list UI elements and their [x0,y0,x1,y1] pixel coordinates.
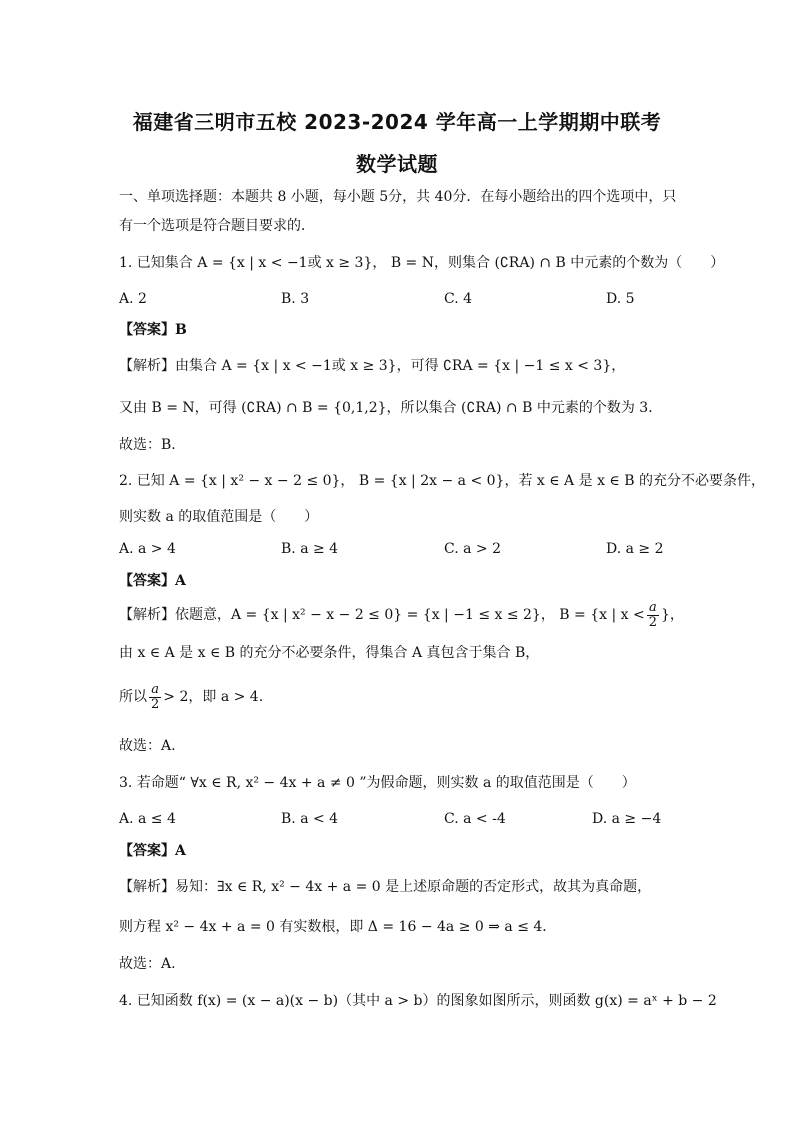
q2-analysis-line1 [119,598,684,632]
q1-stem: 1. 已知集合 A = {x | x < −1或 x ≥ 3}， B = N，则集合 (∁RA) ∩ B 中元素的个数为（ ） [119,255,725,271]
fraction-numerator: a [149,683,161,698]
q3-answer: 【答案】A [119,843,186,859]
q2-stem-line1: 2. 已知 A = {x | x² − x − 2 ≤ 0}， B = {x | 2x − a < 0}，若 x ∈ A 是 x ∈ B 的充分不必要条件， [119,473,765,489]
q3-option-d: D. a ≥ −4 [592,811,662,827]
q2-analysis-line3-tail: > 2，即 a > 4. [163,689,264,705]
q3-stem: 3. 若命题“ ∀x ∈ R, x² − 4x + a ≠ 0 ”为假命题，则实数 a 的取值范围是（ ） [119,775,636,791]
exam-title: 福建省三明市五校 2023-2024 学年高一上学期期中联考 [132,110,662,134]
q1-option-d: D. 5 [606,291,635,307]
q2-stem-line2: 则实数 a 的取值范围是（ ） [119,509,319,525]
q2-option-c: C. a > 2 [444,541,501,557]
q1-analysis-line1: 【解析】由集合 A = {x | x < −1或 x ≥ 3}，可得 ∁RA = {x | −1 ≤ x < 3}， [119,358,626,374]
exam-subtitle: 数学试题 [356,152,438,176]
fraction-denominator: 2 [151,696,160,712]
q2-option-a: A. a > 4 [119,541,176,557]
q1-option-c: C. 4 [444,291,473,307]
q2-analysis-fraction-2 [149,683,161,712]
q2-answer: 【答案】A [119,573,186,589]
q1-analysis-line2: 又由 B = N，可得 (∁RA) ∩ B = {0,1,2}，所以集合 (∁RA) ∩ B 中元素的个数为 3． [119,400,663,416]
section-intro-line2: 有一个选项是符合题目要求的． [119,218,315,234]
q2-analysis-fraction [647,601,659,630]
q2-analysis-line1-tail: }， [661,607,684,623]
q3-option-b: B. a < 4 [281,811,339,827]
q1-option-b: B. 3 [281,291,310,307]
q3-conclusion: 故选：A. [119,956,176,972]
q1-answer: 【答案】B [119,322,187,338]
q2-analysis-line2: 由 x ∈ A 是 x ∈ B 的充分不必要条件，得集合 A 真包含于集合 B， [119,645,540,661]
q4-stem: 4. 已知函数 f(x) = (x − a)(x − b)（其中 a > b）的图象如图所示，则函数 g(x) = aˣ + b − 2 [119,993,717,1009]
q3-analysis-line2: 则方程 x² − 4x + a = 0 有实数根，即 Δ = 16 − 4a ≥ 0 ⇒ a ≤ 4． [119,919,557,935]
section-intro-line1: 一、单项选择题：本题共 8 小题，每小题 5分，共 40分．在每小题给出的四个选项中，只 [119,189,677,205]
q3-option-c: C. a < -4 [444,811,506,827]
q2-conclusion: 故选：A. [119,738,176,754]
q1-option-a: A. 2 [119,291,147,307]
q2-analysis-line1-text: 【解析】依题意，A = {x | x² − x − 2 ≤ 0} = {x | −1 ≤ x ≤ 2}， B = {x | x < [119,607,645,623]
q2-analysis-line3-text: 所以 [119,689,147,705]
q2-option-d: D. a ≥ 2 [606,541,664,557]
q2-analysis-line3 [119,680,679,714]
q1-conclusion: 故选：B. [119,437,176,453]
q3-option-a: A. a ≤ 4 [119,811,176,827]
fraction-denominator: 2 [648,614,657,630]
fraction-numerator: a [647,601,659,616]
q2-option-b: B. a ≥ 4 [281,541,339,557]
q3-analysis-line1: 【解析】易知：∃x ∈ R, x² − 4x + a = 0 是上述原命题的否定形式，故其为真命题， [119,879,652,895]
